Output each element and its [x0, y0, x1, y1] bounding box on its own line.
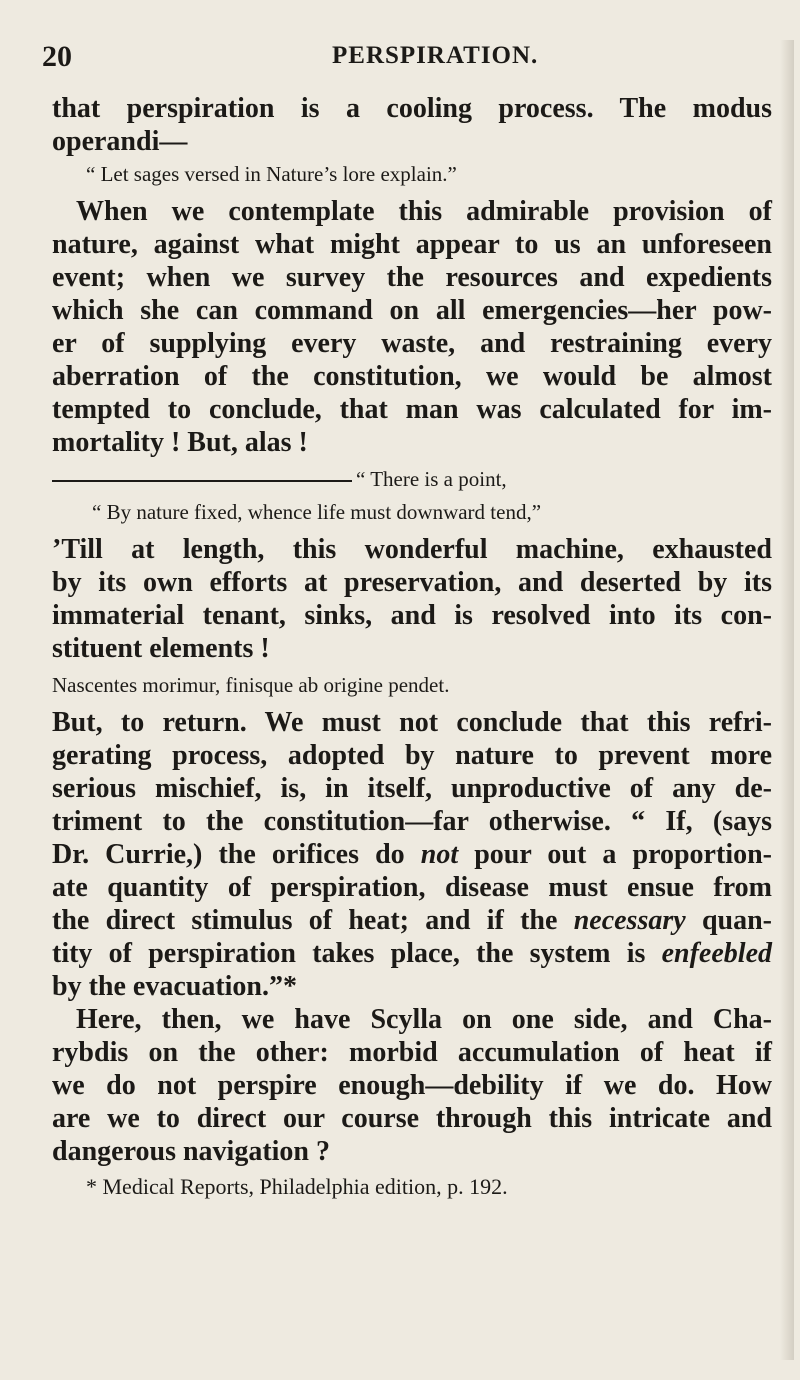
text-line: are we to direct our course through this intricate and: [52, 1103, 772, 1134]
text-line: ’Till at length, this wonderful machine, exhausted: [52, 534, 772, 565]
text-line: ate quantity of perspiration, disease must ensue from: [52, 872, 772, 903]
emphasis: necessary: [573, 905, 686, 936]
text-line: mortality ! But, alas !: [52, 427, 308, 458]
text-line: stituent elements !: [52, 633, 270, 664]
emphasis: not: [420, 839, 459, 870]
text-line: event; when we survey the resources and expedients: [52, 262, 772, 293]
quote-line: “ By nature fixed, whence life must downward tend,”: [92, 500, 542, 524]
text-line: nature, against what might appear to us an unforeseen: [52, 229, 772, 260]
page-shadow: [780, 40, 794, 1360]
page-body: [52, 92, 772, 1202]
text-line: serious mischief, is, in itself, unproductive of any de-: [52, 773, 772, 804]
em-dash-rule: [52, 480, 352, 482]
text-line: immaterial tenant, sinks, and is resolved into its con-: [52, 600, 772, 631]
footnote: * Medical Reports, Philadelphia edition, p. 192.: [86, 1174, 508, 1199]
text-line: When we contemplate this admirable provision of: [76, 196, 772, 227]
text-line: gerating process, adopted by nature to prevent more: [52, 740, 772, 771]
quote-line: “ Let sages versed in Nature’s lore explain.”: [86, 162, 457, 186]
text-line: Dr. Currie,) the orifices do not pour out a proportion-: [52, 839, 772, 870]
page-header: [42, 40, 772, 80]
text-line: we do not perspire enough—debility if we do. How: [52, 1070, 772, 1101]
page-number: 20: [42, 40, 72, 73]
text-line: which she can command on all emergencies—her pow-: [52, 295, 772, 326]
text-line: But, to return. We must not conclude that this refri-: [52, 707, 772, 738]
text-line: by the evacuation.”*: [52, 971, 297, 1002]
quote-line: “ There is a point,: [52, 463, 772, 496]
text-line: triment to the constitution—far otherwise. “ If, (says: [52, 806, 772, 837]
text-line: er of supplying every waste, and restraining every: [52, 328, 772, 359]
text-line: tity of perspiration takes place, the system is enfeebled: [52, 938, 772, 969]
emphasis: enfeebled: [661, 938, 772, 969]
text-line: tempted to conclude, that man was calculated for im-: [52, 394, 772, 425]
text-line: that perspiration is a cooling process. The modus: [52, 93, 772, 124]
running-title: PERSPIRATION.: [332, 42, 539, 69]
text-line: operandi—: [52, 126, 188, 157]
text-line: dangerous navigation ?: [52, 1136, 330, 1167]
text-line: by its own efforts at preservation, and deserted by its: [52, 567, 772, 598]
text-line: aberration of the constitution, we would be almost: [52, 361, 772, 392]
quote-line: Nascentes morimur, finisque ab origine pendet.: [52, 673, 450, 697]
text-line: Here, then, we have Scylla on one side, and Cha-: [76, 1004, 772, 1035]
text-line: rybdis on the other: morbid accumulation of heat if: [52, 1037, 772, 1068]
text-line: the direct stimulus of heat; and if the necessary quan-: [52, 905, 773, 936]
